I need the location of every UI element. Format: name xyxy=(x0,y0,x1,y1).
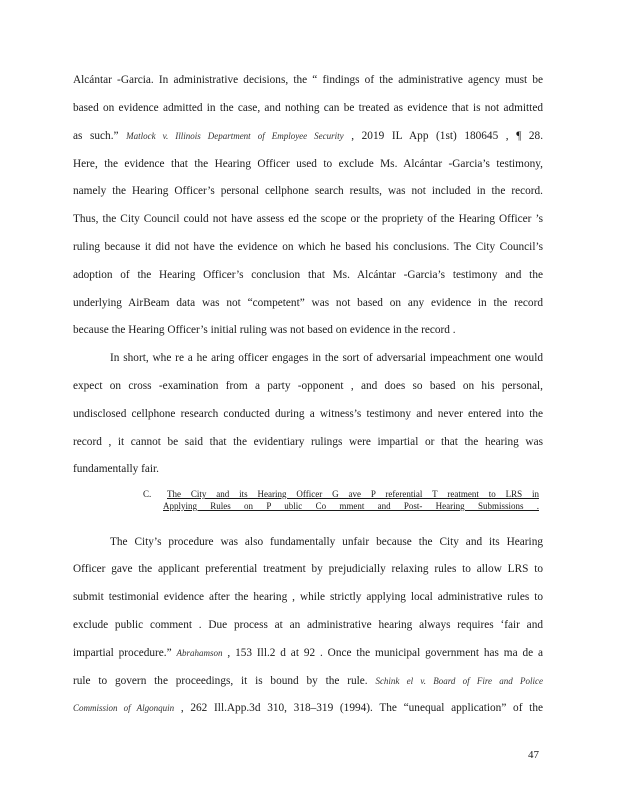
body-line xyxy=(73,701,543,715)
body-line xyxy=(73,129,543,143)
body-text: , 2019 IL App (1st) 180645 , ¶ 28. xyxy=(351,130,544,142)
body-text: , 153 Ill.2 d at 92 . Once the municipal government has ma de a xyxy=(227,647,544,659)
body-text: as such.” xyxy=(73,130,119,142)
section-title: The City and its Hearing Officer G ave P referential T reatment to LRS in xyxy=(167,489,540,499)
body-line: underlying AirBeam data was not “competent” was not based on any evidence in the record xyxy=(73,297,543,309)
body-text: impartial procedure.” xyxy=(73,647,172,659)
body-line: namely the Hearing Officer’s personal cellphone search results, was not included in the record. xyxy=(73,185,543,197)
case-citation: Matlock v. Illinois Department of Employee Security xyxy=(126,131,344,141)
body-line: fundamentally fair. xyxy=(73,463,159,475)
body-line: ruling because it did not have the evidence on which he based his conclusions. The City Council’s xyxy=(73,241,543,253)
body-line: submit testimonial evidence after the hearing , while strictly applying local administrative rules to xyxy=(73,591,543,603)
body-line: Officer gave the applicant preferential treatment by prejudicially relaxing rules to allow LRS to xyxy=(73,563,543,575)
page-number: 47 xyxy=(528,749,539,761)
body-line: Here, the evidence that the Hearing Officer used to exclude Ms. Alcántar -Garcia’s testimony, xyxy=(73,158,543,170)
body-line: In short, whe re a he aring officer engages in the sort of adversarial impeachment one would xyxy=(110,352,543,364)
section-heading-line xyxy=(143,488,539,500)
body-line: Thus, the City Council could not have assess ed the scope or the propriety of the Hearing Officer ’s xyxy=(73,213,543,225)
body-line: based on evidence admitted in the case, and nothing can be treated as evidence that is not admitted xyxy=(73,102,543,114)
body-line: adoption of the Hearing Officer’s conclusion that Ms. Alcántar -Garcia’s testimony and the xyxy=(73,269,543,281)
body-line: expect on cross -examination from a party -opponent , and does so based on his personal, xyxy=(73,380,543,392)
body-line: Alcántar -Garcia. In administrative decisions, the “ findings of the administrative agency must be xyxy=(73,74,543,86)
section-title-continued: Applying Rules on P ublic Co mment and Post- Hearing Submissions . xyxy=(163,501,539,511)
body-text: rule to govern the proceedings, it is bound by the rule. xyxy=(73,675,368,687)
section-label: C. xyxy=(143,489,152,499)
case-citation: Commission of Algonquin xyxy=(73,703,175,713)
case-citation: Schink el v. Board of Fire and Police xyxy=(375,676,543,686)
body-line: because the Hearing Officer’s initial ruling was not based on evidence in the record . xyxy=(73,324,456,336)
body-line: record , it cannot be said that the evidentiary rulings were impartial or that the hearing was xyxy=(73,436,543,448)
body-line xyxy=(73,646,543,660)
body-text: , 262 Ill.App.3d 310, 318–319 (1994). The “unequal application” of the xyxy=(180,702,543,714)
body-line: exclude public comment . Due process at an administrative hearing always requires ‘fair and xyxy=(73,619,543,631)
section-heading xyxy=(143,488,539,512)
body-line: The City’s procedure was also fundamentally unfair because the City and its Hearing xyxy=(110,536,543,548)
body-line xyxy=(73,674,543,688)
case-citation: Abrahamson xyxy=(176,648,223,658)
body-line: undisclosed cellphone research conducted during a witness’s testimony and never entered into the xyxy=(73,408,543,420)
